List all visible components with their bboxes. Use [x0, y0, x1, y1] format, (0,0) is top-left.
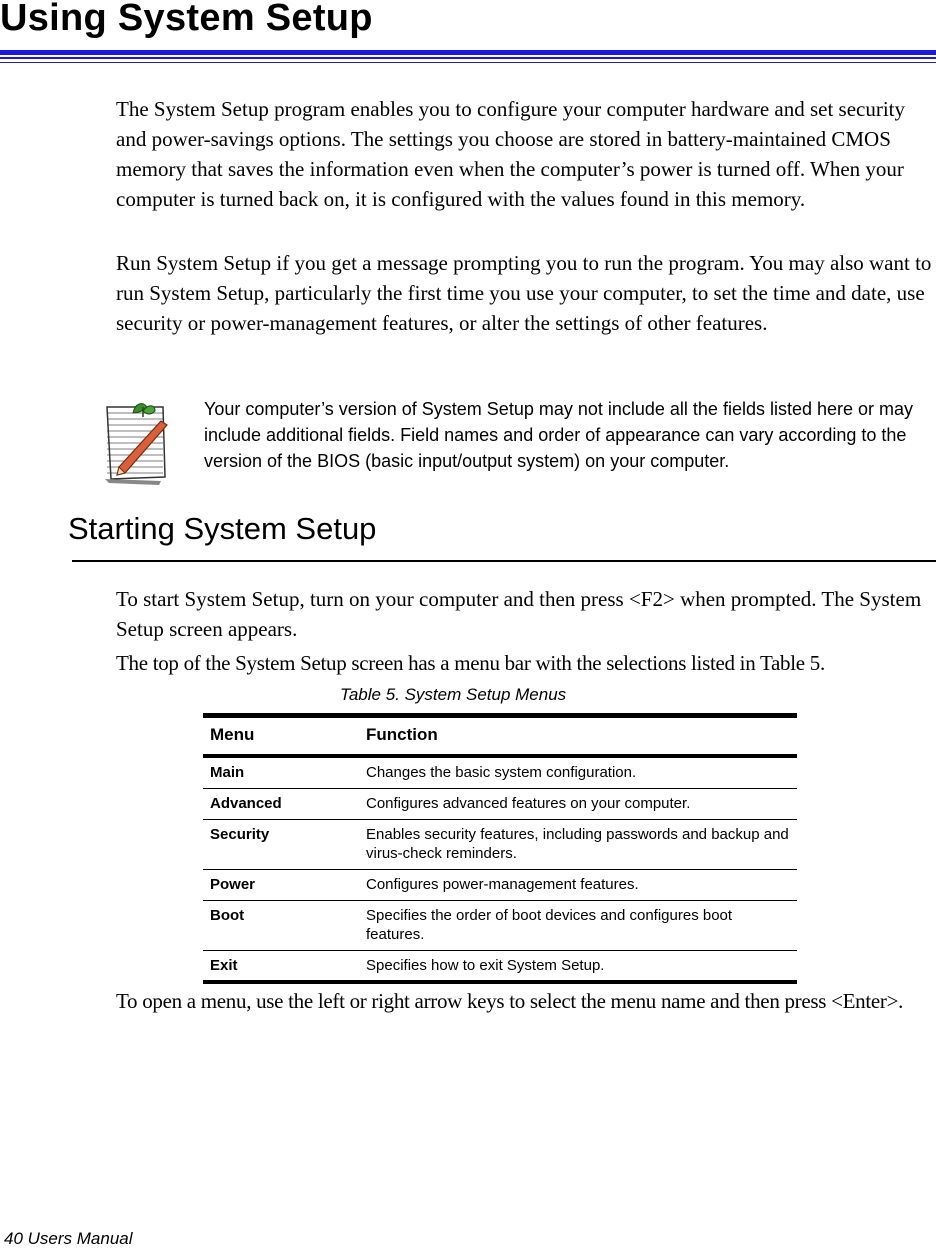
- table-header-row: [203, 718, 797, 758]
- page-title: Using System Setup: [0, 0, 373, 39]
- title-rule-thin: [0, 62, 936, 63]
- table-header-menu: Menu: [210, 725, 255, 744]
- table-cell-menu: Power: [210, 876, 256, 893]
- table-row: [203, 789, 797, 820]
- system-setup-menus-table: [203, 713, 797, 984]
- note-text: Your computer’s version of System Setup may not include all the fields listed here or may include additional fields. Field names and order of appearance can vary according to the version of the BIOS (basic input/output system) on your computer.: [204, 399, 914, 471]
- table-header-function: Function: [366, 725, 438, 744]
- table-row: [203, 870, 797, 901]
- table-row: [203, 951, 797, 984]
- table-row: [203, 901, 797, 951]
- table-cell-function: Configures power-management features.: [366, 876, 639, 893]
- title-rule-thick: [0, 50, 936, 55]
- section-paragraph-1: To start System Setup, turn on your computer and then press <F2> when prompted. The System Setup screen appears.: [116, 587, 922, 641]
- table-cell-function: Enables security features, including passwords and backup and virus-check reminders.: [366, 826, 789, 862]
- table-cell-menu: Advanced: [210, 795, 282, 812]
- section-paragraph-2: The top of the System Setup screen has a menu bar with the selections listed in Table 5.: [116, 651, 825, 675]
- table-row: [203, 820, 797, 870]
- table-cell-function: Changes the basic system configuration.: [366, 764, 637, 781]
- closing-paragraph: To open a menu, use the left or right arrow keys to select the menu name and then press <Enter>.: [116, 989, 904, 1013]
- page-footer: 40 Users Manual: [4, 1229, 133, 1248]
- table-cell-function: Specifies the order of boot devices and configures boot features.: [366, 907, 733, 943]
- section-heading: Starting System Setup: [68, 511, 377, 546]
- table-cell-menu: Boot: [210, 907, 245, 924]
- intro-paragraph-2: Run System Setup if you get a message prompting you to run the program. You may also want to run System Setup, particularly the first time you use your computer, to set the time and date, use security or power-management features, or alter the settings of other features.: [116, 251, 932, 335]
- table-cell-function: Configures advanced features on your computer.: [366, 795, 691, 812]
- note-pencil-icon: [103, 395, 173, 487]
- intro-paragraph-1: The System Setup program enables you to configure your computer hardware and set security and power-savings options. The settings you choose are stored in battery-maintained CMOS memory that saves the information even when the computer’s power is turned off. When your computer is turned back on, it is configured with the values found in this memory.: [116, 97, 906, 211]
- table-row: [203, 758, 797, 789]
- title-rule-mid: [0, 57, 936, 59]
- section-rule: [72, 560, 936, 562]
- table-cell-menu: Main: [210, 764, 245, 781]
- table-cell-menu: Exit: [210, 957, 238, 974]
- table-cell-function: Specifies how to exit System Setup.: [366, 957, 605, 974]
- table-caption: Table 5. System Setup Menus: [340, 685, 567, 704]
- table-cell-menu: Security: [210, 826, 270, 843]
